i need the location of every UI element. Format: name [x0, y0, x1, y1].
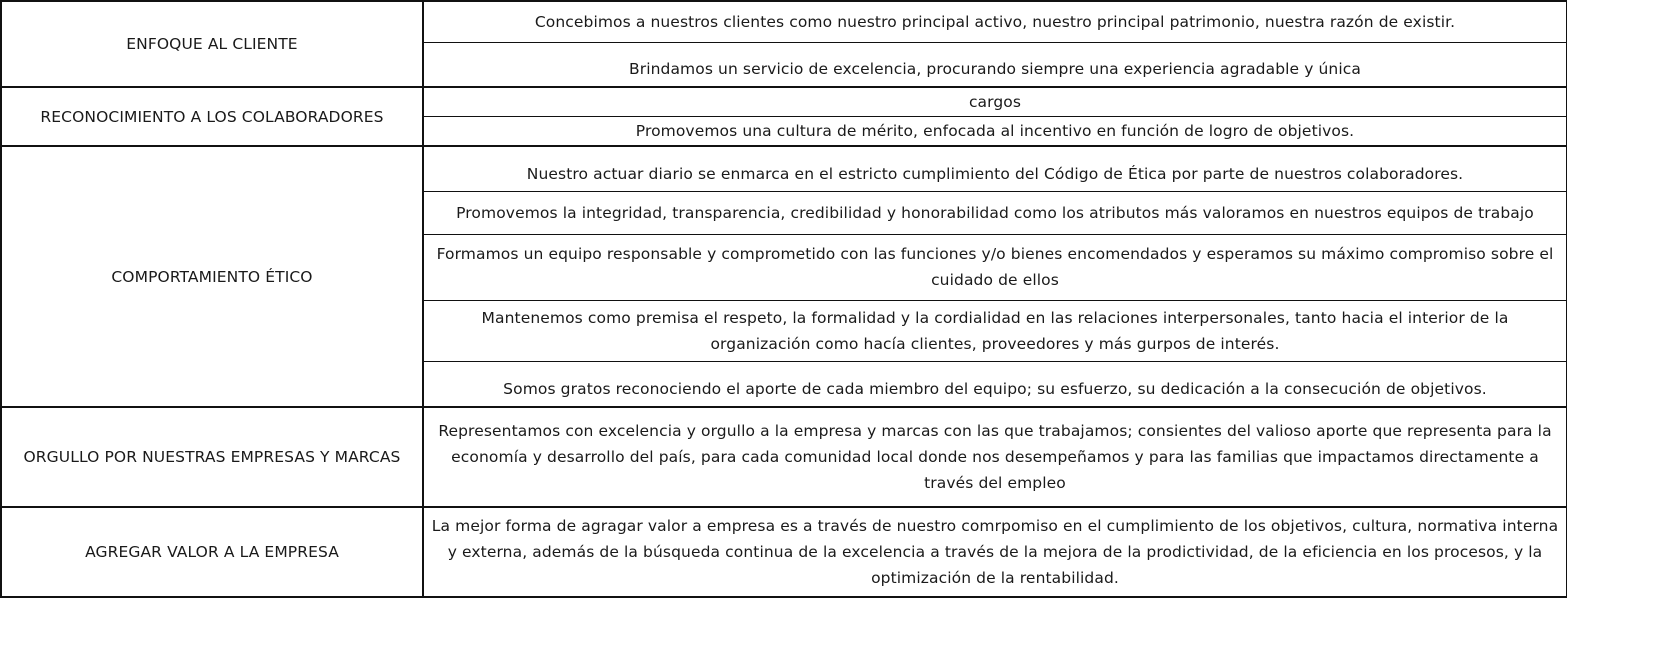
value-label-reconocimiento: RECONOCIMIENTO A LOS COLABORADORES: [1, 87, 423, 146]
value-description: Somos gratos reconociendo el aporte de cada miembro del equipo; su esfuerzo, su dedicación a la consecución de objetivos.: [423, 361, 1567, 407]
value-description: Nuestro actuar diario se enmarca en el estricto cumplimiento del Código de Ética por parte de nuestros colaboradores.: [423, 146, 1567, 191]
value-description: Brindamos un servicio de excelencia, procurando siempre una experiencia agradable y única: [423, 42, 1567, 87]
value-description: Promovemos la integridad, transparencia, credibilidad y honorabilidad como los atributos más valoramos en nuestros equipos de trabajo: [423, 191, 1567, 234]
table-row: [1, 407, 1567, 507]
value-description: Concebimos a nuestros clientes como nuestro principal activo, nuestro principal patrimonio, nuestra razón de existir.: [423, 1, 1567, 42]
table-row: [1, 87, 1567, 116]
value-description: Representamos con excelencia y orgullo a la empresa y marcas con las que trabajamos; consientes del valioso aporte que representa para la economía y desarrollo del país, para cada comunidad local donde nos desempeñamos y para las familias que impactamos directamente a través del empleo: [423, 407, 1567, 507]
value-description: La mejor forma de agragar valor a empresa es a través de nuestro comrpomiso en el cumplimiento de los objetivos, cultura, normativa interna y externa, además de la búsqueda continua de la excelencia a través de la mejora de la prodictividad, de la eficiencia en los procesos, y la optimización de la rentabilidad.: [423, 507, 1567, 597]
value-label-comportamiento-etico: COMPORTAMIENTO ÉTICO: [1, 146, 423, 407]
value-description: Promovemos una cultura de mérito, enfocada al incentivo en función de logro de objetivos.: [423, 116, 1567, 146]
value-description: Mantenemos como premisa el respeto, la formalidad y la cordialidad en las relaciones interpersonales, tanto hacia el interior de la organización como hacía clientes, proveedores y más gurpos de interés.: [423, 300, 1567, 361]
value-description: Formamos un equipo responsable y comprometido con las funciones y/o bienes encomendados y esperamos su máximo compromiso sobre el cuidado de ellos: [423, 234, 1567, 300]
value-label-enfoque-cliente: ENFOQUE AL CLIENTE: [1, 1, 423, 87]
table-row: [1, 507, 1567, 597]
table-row: [1, 1, 1567, 42]
value-label-agregar-valor: AGREGAR VALOR A LA EMPRESA: [1, 507, 423, 597]
value-label-orgullo: ORGULLO POR NUESTRAS EMPRESAS Y MARCAS: [1, 407, 423, 507]
value-description: cargos: [423, 87, 1567, 116]
table-row: [1, 146, 1567, 191]
